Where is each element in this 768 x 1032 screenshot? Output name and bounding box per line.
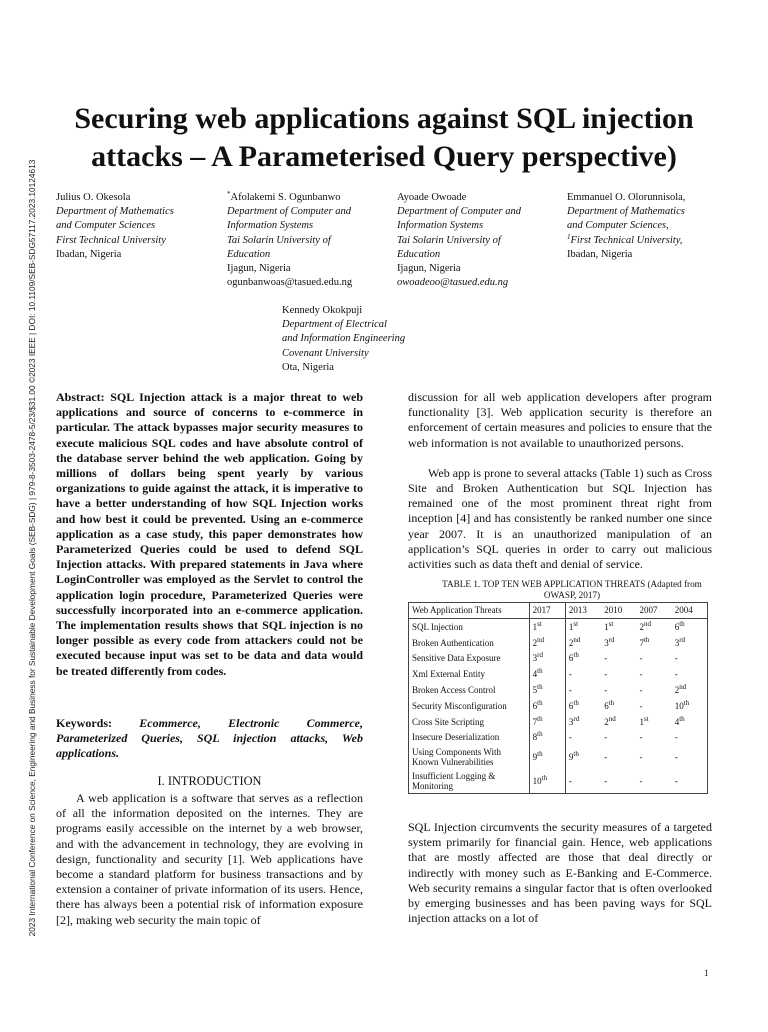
rank-cell: [636, 714, 671, 730]
right-column-text-lower: [408, 820, 712, 926]
rank-cell: [636, 730, 671, 746]
rank-value: 1: [604, 621, 609, 632]
threat-name-cell: [409, 635, 530, 651]
rank-suffix: th: [537, 714, 543, 723]
conference-doi-strip: 2023 International Conference on Science, Engineering and Business for Sustainable Development Goals (SEB-SDG) | 979-8-3503-2478-5/23/$31.00 ©2023 IEEE | DOI: 10.1109/SEB-SDG57117.2023.10124613: [27, 159, 37, 937]
rank-value: 2: [639, 621, 644, 632]
rank-value: 6: [674, 621, 680, 632]
rank-value: -: [604, 776, 608, 787]
rank-cell: [636, 635, 671, 651]
affiliation-mark: 1: [567, 232, 571, 241]
threat-name-cell: [409, 769, 530, 794]
threat-name: Security Misconfiguration: [412, 700, 507, 711]
table-row: [409, 714, 708, 730]
rank-cell: [565, 769, 601, 794]
table-row: [409, 745, 708, 769]
rank-cell: [529, 619, 565, 635]
rank-value: 6: [568, 700, 574, 711]
rank-cell: [601, 769, 636, 794]
author-city: Ijagun, Nigeria: [397, 263, 461, 275]
rank-value: 1: [568, 621, 574, 632]
right-column-text: [408, 390, 712, 572]
author-name: Julius O. Okesola: [56, 192, 131, 203]
rank-cell: [601, 651, 636, 667]
table-row: [409, 651, 708, 667]
rank-cell: [565, 635, 601, 651]
rank-value: -: [674, 752, 678, 763]
author-institution: First Technical University,: [570, 234, 683, 246]
rank-value: -: [639, 669, 643, 680]
rank-cell: [601, 745, 636, 769]
rank-suffix: st: [643, 714, 649, 723]
rank-value: 2: [532, 637, 538, 648]
rank-suffix: st: [608, 619, 614, 628]
rank-cell: [529, 730, 565, 746]
threat-name: Cross Site Scripting: [412, 716, 485, 727]
author-block-3: [397, 191, 521, 290]
rank-value: -: [604, 732, 608, 743]
table-body: [409, 619, 708, 794]
author-department: Department of Mathematics: [56, 206, 174, 218]
author-city: Ota, Nigeria: [282, 361, 334, 373]
rank-cell: [529, 745, 565, 769]
author-city: Ibadan, Nigeria: [56, 248, 122, 260]
author-block-5: [282, 304, 405, 375]
table-row: [409, 769, 708, 794]
rank-cell: [672, 666, 708, 682]
rank-cell: [672, 698, 708, 714]
rank-value: 1: [532, 621, 538, 632]
author-institution: First Technical University: [56, 234, 166, 246]
introduction-paragraph: [56, 791, 363, 928]
rank-cell: [636, 619, 671, 635]
rank-cell: [672, 635, 708, 651]
author-department: and Computer Sciences,: [567, 220, 669, 232]
rank-suffix: th: [573, 750, 579, 759]
rank-value: -: [604, 669, 608, 680]
rank-cell: [565, 745, 601, 769]
rank-suffix: nd: [608, 714, 616, 723]
rank-value: 7: [639, 637, 644, 648]
rank-cell: [636, 651, 671, 667]
column-header: 2007: [636, 603, 671, 619]
rank-suffix: th: [679, 714, 685, 723]
threat-name: Broken Access Control: [412, 685, 496, 696]
author-block-1: [56, 191, 174, 262]
rank-suffix: th: [537, 730, 543, 739]
keywords-text: Ecommerce, Electronic Commerce, Parameterized Queries, SQL injection attacks, Web applications.: [56, 716, 363, 761]
abstract-text: SQL Injection attack is a major threat to web applications and source of concerns to e-commerce in particular. The attack bypasses major security measures to execute malicious SQL codes and have absolute control of the database server behind the web application. Going by millions of dollars being spent yearly by various organizations to guide against the attack, it is imperative to have a better understanding of how SQL Injection works and how best it could be prevented. Using an e-commerce application as a case study, this paper demonstrates how Parameterized Queries could be used to defend SQL Injection attacks. With prepared statements in Java where LoginController was employed as the Servlet to control the application login procedure, Parameterized Queries were successfully incorporated into an e-commerce application. The implementation results shows that SQL injection is no longer possible as every code from attackers could not be executed because input was set to be data and data would be treated differently from codes.: [56, 390, 363, 678]
table-row: [409, 730, 708, 746]
author-department: Department of Mathematics: [567, 206, 685, 218]
rank-cell: [601, 682, 636, 698]
table-row: [409, 666, 708, 682]
threat-name-cell: [409, 714, 530, 730]
column-header: 2013: [565, 603, 601, 619]
rank-suffix: st: [537, 619, 542, 628]
author-department: Information Systems: [227, 220, 314, 232]
author-department: Information Systems: [397, 220, 484, 232]
paragraph: Web app is prone to several attacks (Table 1) such as Cross Site and Broken Authentication but SQL Injection has remained one of the most prominent threat right from inception [4] and has consistently be ranked number one since year 2007. It is an unauthorized manipulation of an application’s SQL queries in order to carry out malicious activities such as data theft and denial of service.: [408, 465, 712, 572]
rank-value: 9: [532, 752, 538, 763]
threat-table: [408, 602, 708, 794]
author-city: Ibadan, Nigeria: [567, 248, 633, 260]
rank-cell: [636, 698, 671, 714]
rank-value: 1: [639, 716, 644, 727]
rank-value: 6: [604, 700, 609, 711]
rank-suffix: th: [537, 683, 543, 692]
rank-value: 3: [568, 716, 574, 727]
rank-value: -: [674, 653, 678, 664]
rank-cell: [565, 714, 601, 730]
rank-suffix: nd: [537, 635, 545, 644]
rank-cell: [601, 635, 636, 651]
rank-cell: [672, 730, 708, 746]
author-institution-line: [567, 234, 685, 248]
table-caption-line-1: TABLE 1. TOP TEN WEB APPLICATION THREATS (Adapted from: [442, 579, 702, 589]
author-name: Emmanuel O. Olorunnisola,: [567, 192, 686, 203]
rank-cell: [529, 682, 565, 698]
threat-name-cell: [409, 745, 530, 769]
author-institution: Education: [227, 248, 271, 260]
threat-name: Sensitive Data Exposure: [412, 653, 501, 664]
rank-value: -: [568, 669, 572, 680]
rank-value: -: [604, 685, 608, 696]
rank-value: 7: [532, 716, 538, 727]
author-name: Ayoade Owoade: [397, 192, 467, 203]
author-institution: Tai Solarin University of: [227, 234, 331, 246]
rank-cell: [565, 619, 601, 635]
author-name: Kennedy Okokpuji: [282, 305, 363, 316]
rank-cell: [601, 730, 636, 746]
rank-value: 8: [532, 732, 538, 743]
keywords: [56, 716, 363, 762]
author-department: and Information Engineering: [282, 333, 406, 345]
author-institution: Tai Solarin University of: [397, 234, 501, 246]
rank-suffix: th: [541, 774, 548, 783]
rank-cell: [601, 698, 636, 714]
threat-name: Known Vulnerabilities: [412, 757, 494, 768]
rank-cell: [529, 635, 565, 651]
rank-suffix: th: [643, 635, 650, 644]
table-row: [409, 698, 708, 714]
rank-cell: [529, 666, 565, 682]
rank-cell: [672, 619, 708, 635]
section-heading-introduction: I. INTRODUCTION: [157, 774, 262, 788]
rank-suffix: rd: [573, 714, 580, 723]
table-caption-line-2: OWASP, 2017): [543, 590, 601, 601]
rank-cell: [636, 769, 671, 794]
rank-cell: [529, 769, 565, 794]
rank-value: 3: [674, 637, 680, 648]
rank-suffix: th: [573, 698, 579, 707]
rank-cell: [636, 666, 671, 682]
author-name-line: [227, 191, 352, 205]
table-header-row: [409, 603, 708, 619]
rank-cell: [529, 651, 565, 667]
rank-suffix: th: [608, 698, 615, 707]
table-row: [409, 682, 708, 698]
threat-name-cell: [409, 730, 530, 746]
author-email: ogunbanwoas@tasued.edu.ng: [227, 277, 353, 289]
table-row: [409, 619, 708, 635]
rank-cell: [636, 682, 671, 698]
threat-name: Insufficient Logging &: [412, 771, 496, 782]
rank-suffix: rd: [679, 635, 686, 644]
rank-suffix: th: [679, 619, 685, 628]
rank-cell: [672, 745, 708, 769]
title-line-1: Securing web applications against SQL injection: [74, 102, 694, 135]
rank-cell: [565, 730, 601, 746]
rank-value: 2: [674, 685, 680, 696]
threat-name-cell: [409, 651, 530, 667]
rank-suffix: th: [573, 651, 579, 660]
rank-value: 5: [532, 685, 538, 696]
rank-value: -: [568, 685, 572, 696]
rank-cell: [672, 714, 708, 730]
threat-name-cell: [409, 682, 530, 698]
author-department: Department of Computer and: [227, 206, 351, 218]
rank-suffix: st: [573, 619, 579, 628]
rank-value: 2: [604, 716, 609, 727]
rank-cell: [672, 651, 708, 667]
table-row: [409, 635, 708, 651]
abstract-label: Abstract:: [56, 390, 105, 404]
rank-suffix: th: [683, 698, 690, 707]
keywords-label: Keywords:: [56, 716, 112, 730]
author-block-2: [227, 191, 352, 290]
rank-value: -: [639, 732, 643, 743]
threat-name: SQL Injection: [412, 621, 463, 632]
rank-value: -: [639, 752, 643, 763]
column-header: Web Application Threats: [409, 603, 530, 619]
rank-cell: [636, 745, 671, 769]
rank-value: -: [639, 685, 643, 696]
rank-suffix: th: [537, 667, 543, 676]
threat-name-cell: [409, 698, 530, 714]
rank-cell: [672, 769, 708, 794]
author-city: Ijagun, Nigeria: [227, 263, 291, 275]
author-department: and Computer Sciences: [56, 220, 156, 232]
author-department: Department of Electrical: [282, 319, 387, 331]
rank-value: -: [639, 700, 643, 711]
rank-cell: [529, 714, 565, 730]
rank-value: 4: [532, 669, 538, 680]
rank-cell: [601, 619, 636, 635]
rank-value: 10: [532, 776, 542, 787]
rank-value: 9: [568, 752, 574, 763]
abstract: [56, 390, 363, 679]
rank-cell: [672, 682, 708, 698]
author-institution: Covenant University: [282, 347, 369, 359]
rank-value: -: [674, 732, 678, 743]
rank-value: -: [674, 669, 678, 680]
paragraph: discussion for all web application developers after program functionality [3]. Web application security is therefore an enforcement of certain measures and policies to ensure that the web information is not available to unauthorized persons.: [408, 390, 712, 450]
title-line-2: attacks – A Parameterised Query perspective): [91, 140, 677, 173]
threat-name: Xml External Entity: [412, 669, 485, 680]
corresponding-mark: *: [227, 190, 231, 198]
rank-suffix: rd: [608, 635, 615, 644]
author-email: owoadeoo@tasued.edu.ng: [397, 277, 509, 289]
rank-suffix: nd: [679, 683, 687, 692]
rank-value: -: [604, 653, 608, 664]
rank-cell: [529, 698, 565, 714]
rank-value: 2: [568, 637, 574, 648]
rank-cell: [565, 666, 601, 682]
column-header: 2017: [529, 603, 565, 619]
author-department: Department of Computer and: [397, 206, 521, 218]
threat-name-cell: [409, 666, 530, 682]
threat-name-cell: [409, 619, 530, 635]
column-header: 2004: [672, 603, 708, 619]
rank-value: -: [604, 752, 608, 763]
rank-value: -: [639, 653, 643, 664]
author-block-4: [567, 191, 685, 262]
rank-suffix: nd: [573, 635, 581, 644]
threat-name: Broken Authentication: [412, 637, 494, 648]
rank-value: -: [674, 776, 678, 787]
column-header: 2010: [601, 603, 636, 619]
rank-cell: [565, 698, 601, 714]
introduction-text: A web application is a software that serves as a reflection of all the information deposited on the internes. They are programs easily accessible on the internet by a web browser, and with the advancement in technology, they are evolving in design, functionality and security [1]. Web applications have become a standard platform for business transactions and by extension a container of private information of its users. Hence, there has always been a potential risk of information exposure [2], making web security the main topic of: [56, 791, 363, 927]
rank-cell: [601, 714, 636, 730]
threat-name: Using Components With: [412, 747, 501, 758]
rank-value: 3: [532, 653, 538, 664]
author-institution: Education: [397, 248, 441, 260]
rank-value: -: [568, 776, 572, 787]
rank-cell: [565, 651, 601, 667]
rank-suffix: rd: [537, 651, 543, 660]
table-caption: [408, 579, 736, 602]
rank-value: 6: [532, 700, 538, 711]
paper-title: [40, 100, 728, 176]
rank-cell: [565, 682, 601, 698]
paragraph: SQL Injection circumvents the security measures of a targeted system primarily for financial gain. Hence, web applications that are mostly affected are those that deal directly or indirectly with money such as E-Banking and E-Commerce. Web security remains a singular factor that is often overlooked by emerging businesses and has been paving ways for SQL injection attacks on a lot of: [408, 820, 712, 926]
rank-suffix: th: [537, 698, 543, 707]
page-number: 1: [704, 968, 709, 978]
rank-value: 4: [674, 716, 680, 727]
rank-value: 6: [568, 653, 574, 664]
rank-value: -: [639, 776, 643, 787]
rank-value: -: [568, 732, 572, 743]
rank-cell: [601, 666, 636, 682]
rank-suffix: nd: [643, 619, 651, 628]
threat-name: Insecure Deserialization: [412, 732, 500, 743]
rank-suffix: th: [537, 750, 543, 759]
rank-value: 3: [604, 637, 609, 648]
rank-value: 10: [674, 700, 684, 711]
author-name: Afolakemi S. Ogunbanwo: [230, 192, 341, 203]
threat-name: Monitoring: [412, 781, 454, 792]
